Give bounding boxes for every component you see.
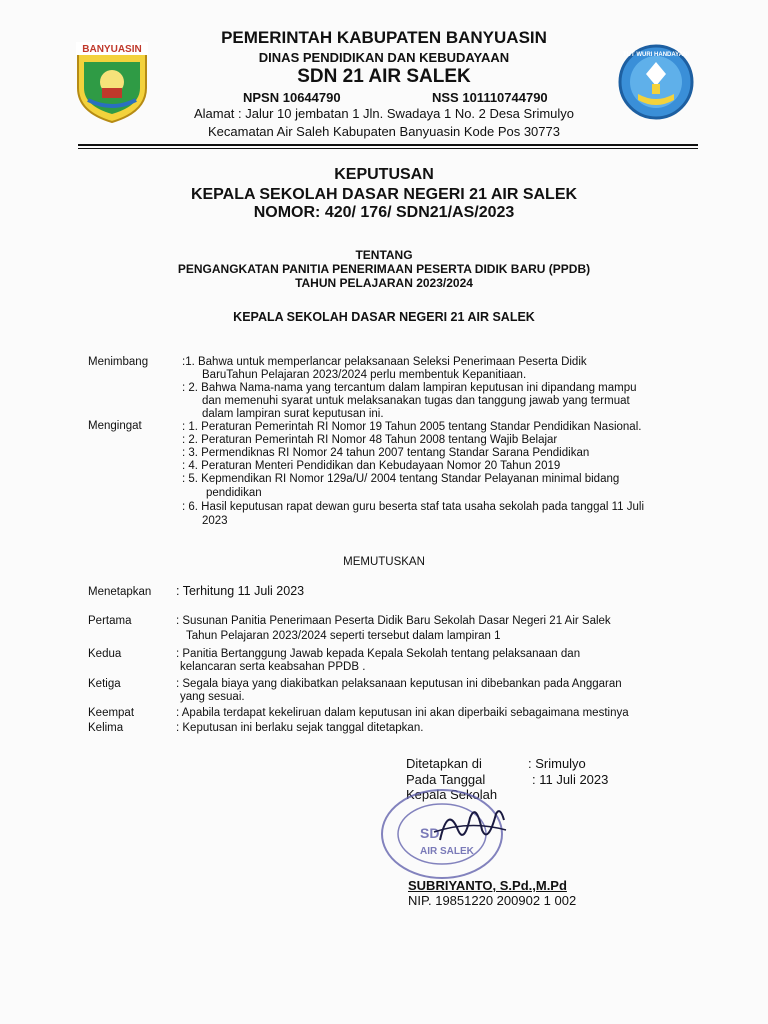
- jabatan-kepala-sekolah: Kepala Sekolah: [406, 787, 498, 802]
- tentang-heading: TENTANG: [355, 248, 413, 262]
- mengingat-item: : 5. Kepmendikan RI Nomor 129a/U/ 2004 tentang Standar Pelayanan minimal bidang: [182, 473, 620, 485]
- menimbang-item: dalam lampiran surat keputusan ini.: [202, 408, 384, 420]
- principal-nip: NIP. 19851220 200902 1 002: [408, 893, 577, 908]
- header-divider-thick: [78, 144, 698, 146]
- mengingat-item: : 4. Peraturan Menteri Pendidikan dan Kebudayaan Nomor 20 Tahun 2019: [182, 460, 561, 472]
- principal-name: SUBRIYANTO, S.Pd.,M.Pd: [408, 878, 567, 893]
- decision-text: : Panitia Bertanggung Jawab kepada Kepala Sekolah tentang pelaksanaan dan: [176, 648, 581, 660]
- header-department: DINAS PENDIDIKAN DAN KEBUDAYAAN: [258, 50, 510, 65]
- menimbang-item: BaruTahun Pelajaran 2023/2024 perlu membentuk Kepanitiaan.: [202, 369, 527, 381]
- decision-text: : Susunan Panitia Penerimaan Peserta Didik Baru Sekolah Dasar Negeri 21 Air Salek: [176, 615, 611, 627]
- tut-wuri-logo-text: TUT WURI HANDAYANI: [623, 52, 689, 58]
- menimbang-item: : 2. Bahwa Nama-nama yang tercantum dalam lampiran keputusan ini dipandang mampu: [182, 382, 637, 394]
- decree-subject-line2: TAHUN PELAJARAN 2023/2024: [295, 276, 473, 290]
- decree-issuer: KEPALA SEKOLAH DASAR NEGERI 21 AIR SALEK: [190, 186, 578, 203]
- stamp-text-air-salek: AIR SALEK: [420, 846, 474, 857]
- header-nss: NSS 101110744790: [432, 90, 548, 105]
- decision-text: : Apabila terdapat kekeliruan dalam keputusan ini akan diperbaiki sebagaimana mestinya: [176, 707, 629, 719]
- decree-head-title: KEPALA SEKOLAH DASAR NEGERI 21 AIR SALEK: [233, 310, 535, 324]
- ditetapkan-label: Ditetapkan di: [406, 756, 482, 771]
- decision-text: : Terhitung 11 Juli 2023: [176, 584, 305, 598]
- decision-label: Kelima: [88, 722, 124, 734]
- decree-subject-line1: PENGANGKATAN PANITIA PENERIMAAN PESERTA DIDIK BARU (PPDB): [177, 262, 591, 276]
- memutuskan-heading: MEMUTUSKAN: [343, 556, 425, 568]
- decision-text: : Segala biaya yang diakibatkan pelaksanaan keputusan ini dibebankan pada Anggaran: [176, 678, 622, 690]
- decision-label: Keempat: [88, 707, 135, 719]
- decision-label: Kedua: [88, 648, 122, 660]
- decree-number: NOMOR: 420/ 176/ SDN21/AS/2023: [253, 204, 515, 221]
- header-school-name: SDN 21 AIR SALEK: [297, 66, 471, 87]
- menimbang-item: dan memenuhi syarat untuk melaksanakan tugas dan tanggung jawab yang termuat: [202, 395, 630, 407]
- decision-text: yang sesuai.: [180, 691, 245, 703]
- header-npsn: NPSN 10644790: [243, 90, 341, 105]
- header-divider-thin: [78, 148, 698, 149]
- menimbang-label: Menimbang: [88, 356, 149, 368]
- decision-text: kelancaran serta keabsahan PPDB .: [180, 661, 366, 673]
- mengingat-label: Mengingat: [88, 420, 142, 432]
- decision-text: : Keputusan ini berlaku sejak tanggal ditetapkan.: [176, 722, 424, 734]
- stamp-text-sd: SD: [420, 825, 440, 841]
- ditetapkan-value: : Srimulyo: [528, 756, 586, 771]
- decision-label: Ketiga: [88, 678, 121, 690]
- header-address-line2: Kecamatan Air Saleh Kabupaten Banyuasin Kode Pos 30773: [208, 124, 560, 139]
- decision-label: Menetapkan: [88, 586, 152, 598]
- mengingat-item: : 2. Peraturan Pemerintah RI Nomor 48 Tahun 2008 tentang Wajib Belajar: [182, 434, 558, 446]
- decree-title: KEPUTUSAN: [334, 166, 434, 183]
- mengingat-item: : 3. Permendiknas RI Nomor 24 tahun 2007 tentang Standar Sarana Pendidikan: [182, 447, 590, 459]
- tanggal-value: : 11 Juli 2023: [532, 772, 609, 787]
- banyuasin-logo-text: BANYUASIN: [82, 44, 142, 55]
- mengingat-item: 2023: [202, 515, 228, 527]
- mengingat-item: : 6. Hasil keputusan rapat dewan guru beserta staf tata usaha sekolah pada tanggal 11 Juli: [182, 501, 645, 513]
- tanggal-label: Pada Tanggal: [406, 772, 486, 787]
- signature-scribble: [430, 800, 510, 850]
- mengingat-item: : 1. Peraturan Pemerintah RI Nomor 19 Tahun 2005 tentang Standar Pendidikan Nasional.: [182, 421, 642, 433]
- mengingat-item: pendidikan: [206, 487, 262, 499]
- decision-text: Tahun Pelajaran 2023/2024 seperti tersebut dalam lampiran 1: [186, 630, 501, 642]
- decision-label: Pertama: [88, 615, 132, 627]
- header-government: PEMERINTAH KABUPATEN BANYUASIN: [221, 28, 547, 47]
- menimbang-item: :1. Bahwa untuk memperlancar pelaksanaan Seleksi Penerimaan Peserta Didik: [182, 356, 587, 368]
- header-address-line1: Alamat : Jalur 10 jembatan 1 Jln. Swadaya 1 No. 2 Desa Srimulyo: [193, 106, 575, 121]
